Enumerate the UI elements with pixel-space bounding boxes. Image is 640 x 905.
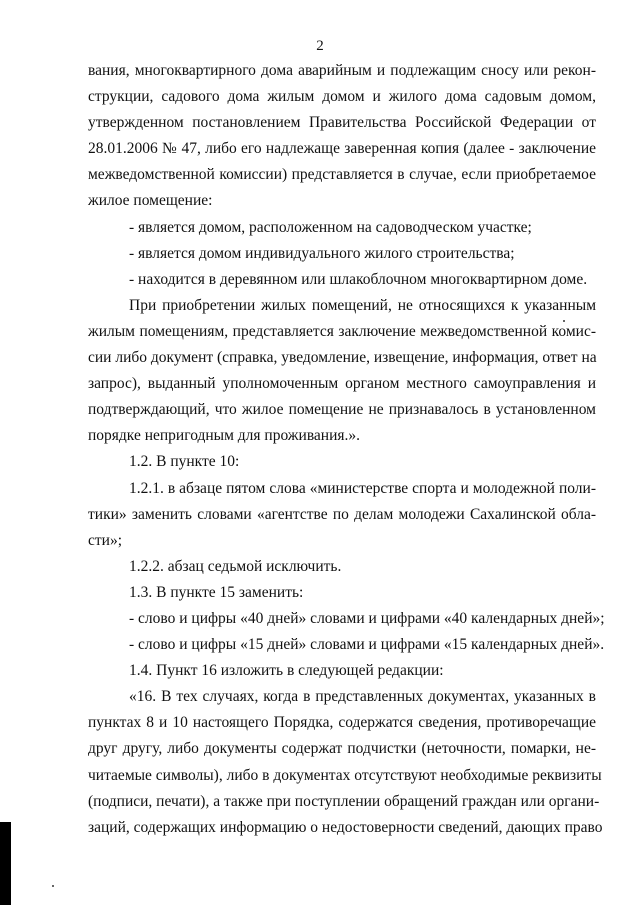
text-line: сти»; <box>88 531 123 549</box>
text-line: жилым помещениям, представляется заключение межведомственной комис- <box>88 322 596 340</box>
text-line: струкции, садового дома жилым домом и жилого дома садовым домом, <box>88 88 596 106</box>
text-line: - слово и цифры «15 дней» словами и цифрами «15 календарных дней». <box>129 636 605 654</box>
text-line: вания, многоквартирного дома аварийным и подлежащим сносу или рекон- <box>88 62 596 79</box>
text-line: подтверждающий, что жилое помещение не признавалось в установленном <box>88 401 596 419</box>
text-line: 1.3. В пункте 15 заменить: <box>129 583 304 601</box>
text-line: - является домом индивидуального жилого строительства; <box>129 244 515 262</box>
text-line: - слово и цифры «40 дней» словами и цифрами «40 календарных дней»; <box>129 609 605 627</box>
text-line: - является домом, расположенном на садоводческом участке; <box>129 218 532 236</box>
text-line: утвержденном постановлением Правительства Российской Федерации от <box>88 114 596 132</box>
document-body <box>88 58 605 841</box>
text-line: друг другу, либо документы содержат подчистки (неточности, помарки, не- <box>88 740 596 758</box>
text-line: 1.4. Пункт 16 изложить в следующей редакции: <box>129 662 444 680</box>
text-line: При приобретении жилых помещений, не относящихся к указанным <box>129 296 596 314</box>
text-line: «16. В тех случаях, когда в представленных документах, указанных в <box>129 688 596 706</box>
scan-speck <box>52 885 54 887</box>
text-line: 1.2.1. в абзаце пятом слова «министерстве спорта и молодежной поли- <box>129 479 596 497</box>
text-line: порядке непригодным для проживания.». <box>88 427 361 445</box>
text-line: 1.2. В пункте 10: <box>129 453 240 471</box>
page-number: 2 <box>316 38 324 54</box>
text-line: читаемые символы), либо в документах отсутствуют необходимые реквизиты <box>88 766 602 784</box>
text-line: сии либо документ (справка, уведомление, извещение, информация, ответ на <box>88 349 597 367</box>
scan-edge-shadow <box>0 822 11 905</box>
text-line: межведомственной комиссии) представляется в случае, если приобретаемое <box>88 166 596 184</box>
text-line: запрос), выданный уполномоченным органом местного самоуправления и <box>88 375 596 393</box>
text-line: жилое помещение: <box>88 192 213 210</box>
text-line: 28.01.2006 № 47, либо его надлежаще заверенная копия (далее - заключение <box>88 140 596 158</box>
text-line: пунктах 8 и 10 настоящего Порядка, содержатся сведения, противоречащие <box>88 714 596 732</box>
text-line: (подписи, печати), а также при поступлении обращений граждан или органи- <box>88 792 600 810</box>
text-line: 1.2.2. абзац седьмой исключить. <box>129 557 342 575</box>
text-line: - находится в деревянном или шлакоблочном многоквартирном доме. <box>129 270 588 288</box>
text-line: тики» заменить словами «агентстве по делам молодежи Сахалинской обла- <box>88 505 596 523</box>
scan-speck <box>563 320 565 322</box>
text-line: заций, содержащих информацию о недостоверности сведений, дающих право <box>88 818 603 836</box>
